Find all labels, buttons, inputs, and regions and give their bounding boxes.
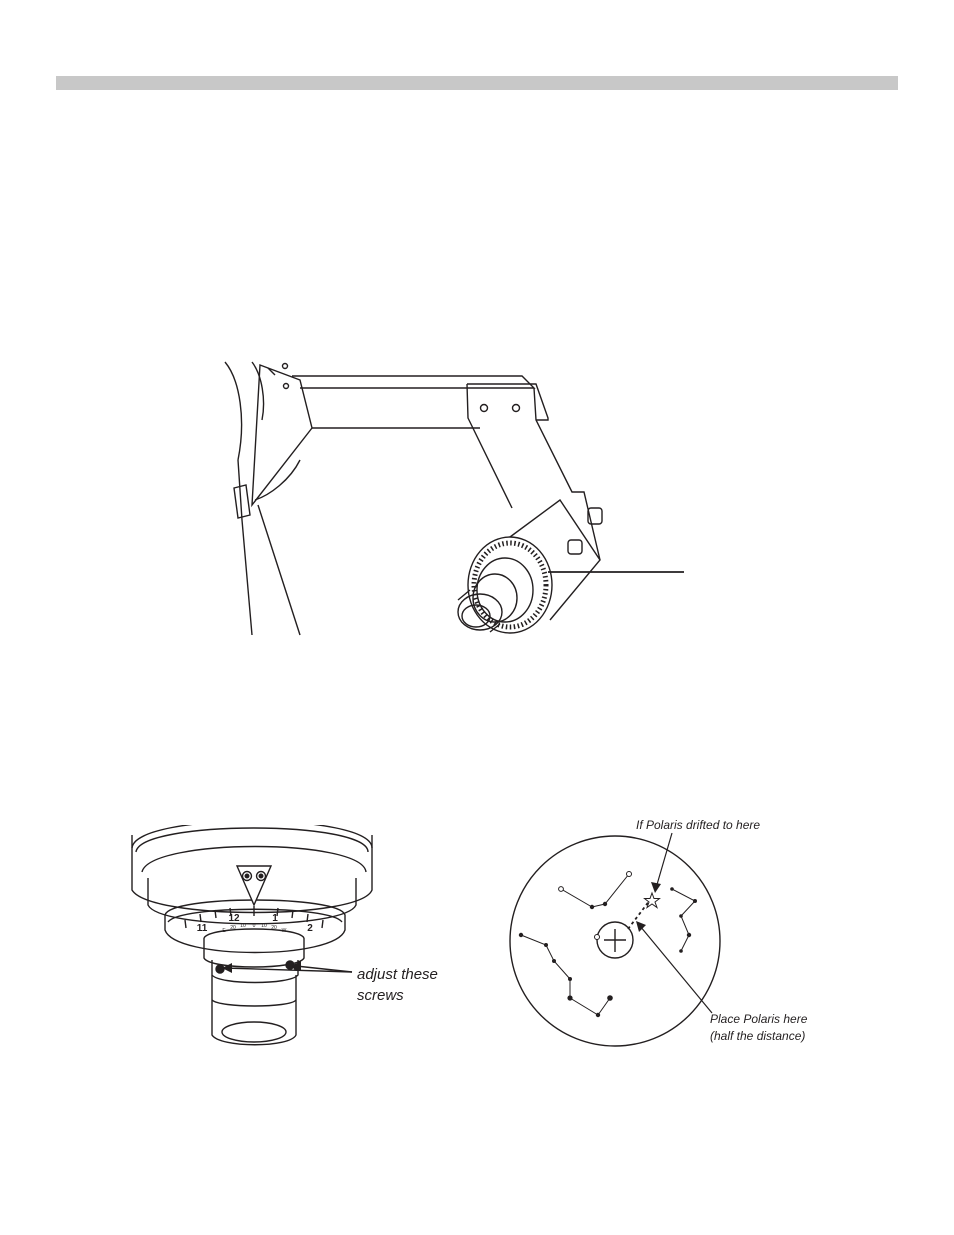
constellation-right (672, 889, 695, 951)
constellation-lower-left (521, 935, 610, 1015)
dial-hour-11: 11 (196, 923, 208, 934)
constellation-upper-left (561, 874, 629, 907)
place-polaris-label: Place Polaris here (710, 1012, 808, 1026)
polar-scope-dial-figure (125, 825, 465, 1050)
drift-position-label: If Polaris drifted to here (636, 818, 761, 832)
adjust-screws-label: adjust these (357, 966, 438, 983)
dial-minute-10-west: 10 (261, 923, 267, 929)
dial-hour-2: 2 (307, 923, 313, 934)
mount-polar-scope-figure (215, 355, 695, 645)
adjust-screws-label-line2: screws (357, 987, 404, 1004)
dial-minute-e: E (222, 928, 226, 934)
polaris-target-marker (595, 935, 600, 940)
dial-hour-1: 1 (272, 913, 278, 924)
place-polaris-label-line2: (half the distance) (710, 1029, 806, 1043)
dial-minute-20-east: 20 (230, 925, 236, 931)
header-rule-bar (56, 76, 898, 90)
polar-reticle-figure (505, 812, 835, 1048)
dial-hour-12: 12 (228, 913, 240, 924)
dial-minute-10-east: 10 (240, 923, 246, 929)
dial-minute-0: 0 (252, 923, 256, 929)
dial-minute-20-west: 20 (271, 925, 277, 931)
dial-minute-w: W (281, 928, 287, 934)
